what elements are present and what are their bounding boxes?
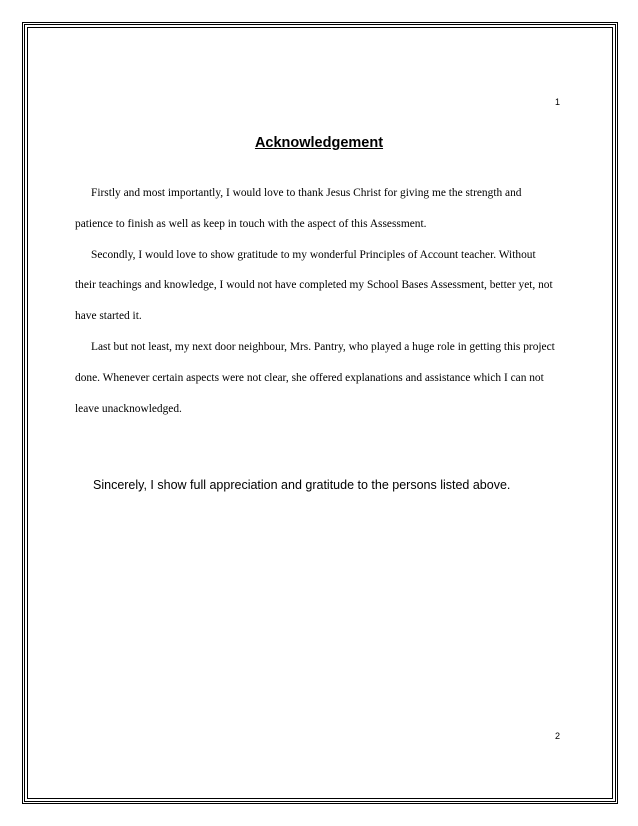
paragraph-1: Firstly and most importantly, I would love to thank Jesus Christ for giving me the strength and patience to finish as well as keep in touch with the aspect of this Assessment. (75, 187, 522, 230)
paragraph-2: Secondly, I would love to show gratitude to my wonderful Principles of Account teacher. Without their teachings and knowledge, I would not have completed my School Bases Assessment, better yet, not have started it. (75, 248, 553, 323)
closing-statement: Sincerely, I show full appreciation and gratitude to the persons listed above. (93, 478, 511, 492)
page-number-bottom: 2 (555, 731, 561, 741)
page-title: Acknowledgement (254, 135, 384, 151)
page-number-top: 1 (555, 97, 561, 107)
body-text (75, 178, 555, 424)
paragraph-3: Last but not least, my next door neighbour, Mrs. Pantry, who played a huge role in getting this project done. Whenever certain aspects were not clear, she offered explanations and assistance which I can not leave unacknowledged. (75, 340, 555, 415)
